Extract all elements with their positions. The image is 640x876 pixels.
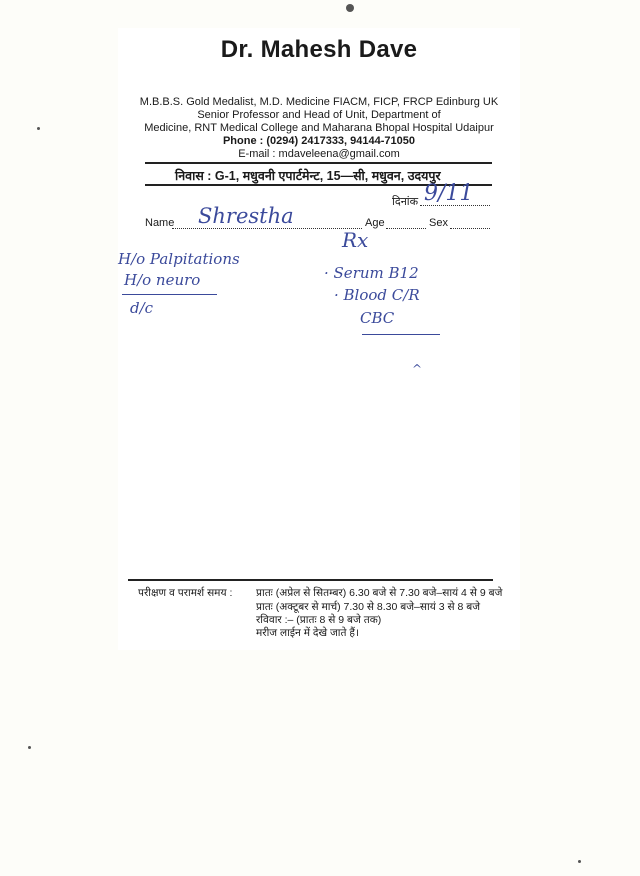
doctor-email-line bbox=[118, 148, 520, 160]
name-label: Name bbox=[145, 217, 175, 229]
rx-symbol: Rx bbox=[342, 228, 369, 252]
left-note-3: d/c bbox=[130, 299, 154, 317]
header-divider-top bbox=[145, 162, 492, 164]
doctor-position-line1: Senior Professor and Head of Unit, Department of bbox=[197, 109, 441, 121]
footer-divider bbox=[128, 579, 493, 581]
residence-address: निवास : G-1, मधुवनी एपार्टमेन्ट, 15—सी, मधुवन, उदयपुर bbox=[175, 169, 441, 183]
age-label: Age bbox=[365, 217, 385, 229]
phone-value: (0294) 2417333, 94144-71050 bbox=[266, 135, 416, 147]
scan-speck bbox=[346, 4, 354, 12]
right-notes-underline bbox=[362, 334, 440, 335]
age-line bbox=[386, 228, 426, 229]
scan-speck bbox=[28, 746, 31, 749]
date-label: दिनांक bbox=[392, 196, 419, 208]
left-note-1: H/o Palpitations bbox=[118, 250, 240, 268]
name-handwritten: Shrestha bbox=[198, 204, 294, 228]
doctor-position-line2: Medicine, RNT Medical College and Maharana Bhopal Hospital Udaipur bbox=[144, 122, 494, 134]
left-note-2: H/o neuro bbox=[124, 271, 201, 289]
timings-line-4: मरीज लाईन में देखे जाते हैं। bbox=[256, 627, 359, 639]
timings-line-2: प्रातः (अक्टूबर से मार्च) 7.30 से 8.30 बजे–सायं 3 से 8 बजे bbox=[256, 601, 481, 613]
email-label: E-mail : bbox=[238, 148, 276, 160]
timings-label: परीक्षण व परामर्श समय : bbox=[138, 587, 233, 599]
left-notes-underline bbox=[122, 294, 217, 295]
email-value: mdaveleena@gmail.com bbox=[278, 148, 400, 160]
sex-line bbox=[450, 228, 490, 229]
timings-line-1: प्रातः (अप्रेल से सितम्बर) 6.30 बजे से 7.30 बजे–सायं 4 से 9 बजे bbox=[256, 587, 503, 599]
sex-label: Sex bbox=[429, 217, 448, 229]
right-note-3: CBC bbox=[360, 309, 395, 327]
right-note-1: · Serum B12 bbox=[324, 264, 419, 282]
doctor-phone-line bbox=[118, 135, 520, 147]
right-note-2: · Blood C/R bbox=[334, 286, 420, 304]
stray-pen-mark: ^ bbox=[412, 362, 423, 376]
doctor-name: Dr. Mahesh Dave bbox=[220, 36, 418, 63]
doctor-qualifications: M.B.B.S. Gold Medalist, M.D. Medicine FIACM, FICP, FRCP Edinburg UK bbox=[139, 96, 499, 108]
timings-line-3: रविवार :– (प्रातः 8 से 9 बजे तक) bbox=[256, 614, 382, 626]
scan-speck bbox=[578, 860, 581, 863]
date-handwritten: 9/11 bbox=[424, 181, 474, 206]
phone-label: Phone : bbox=[222, 135, 264, 147]
name-line bbox=[172, 228, 362, 229]
scan-speck bbox=[37, 127, 40, 130]
